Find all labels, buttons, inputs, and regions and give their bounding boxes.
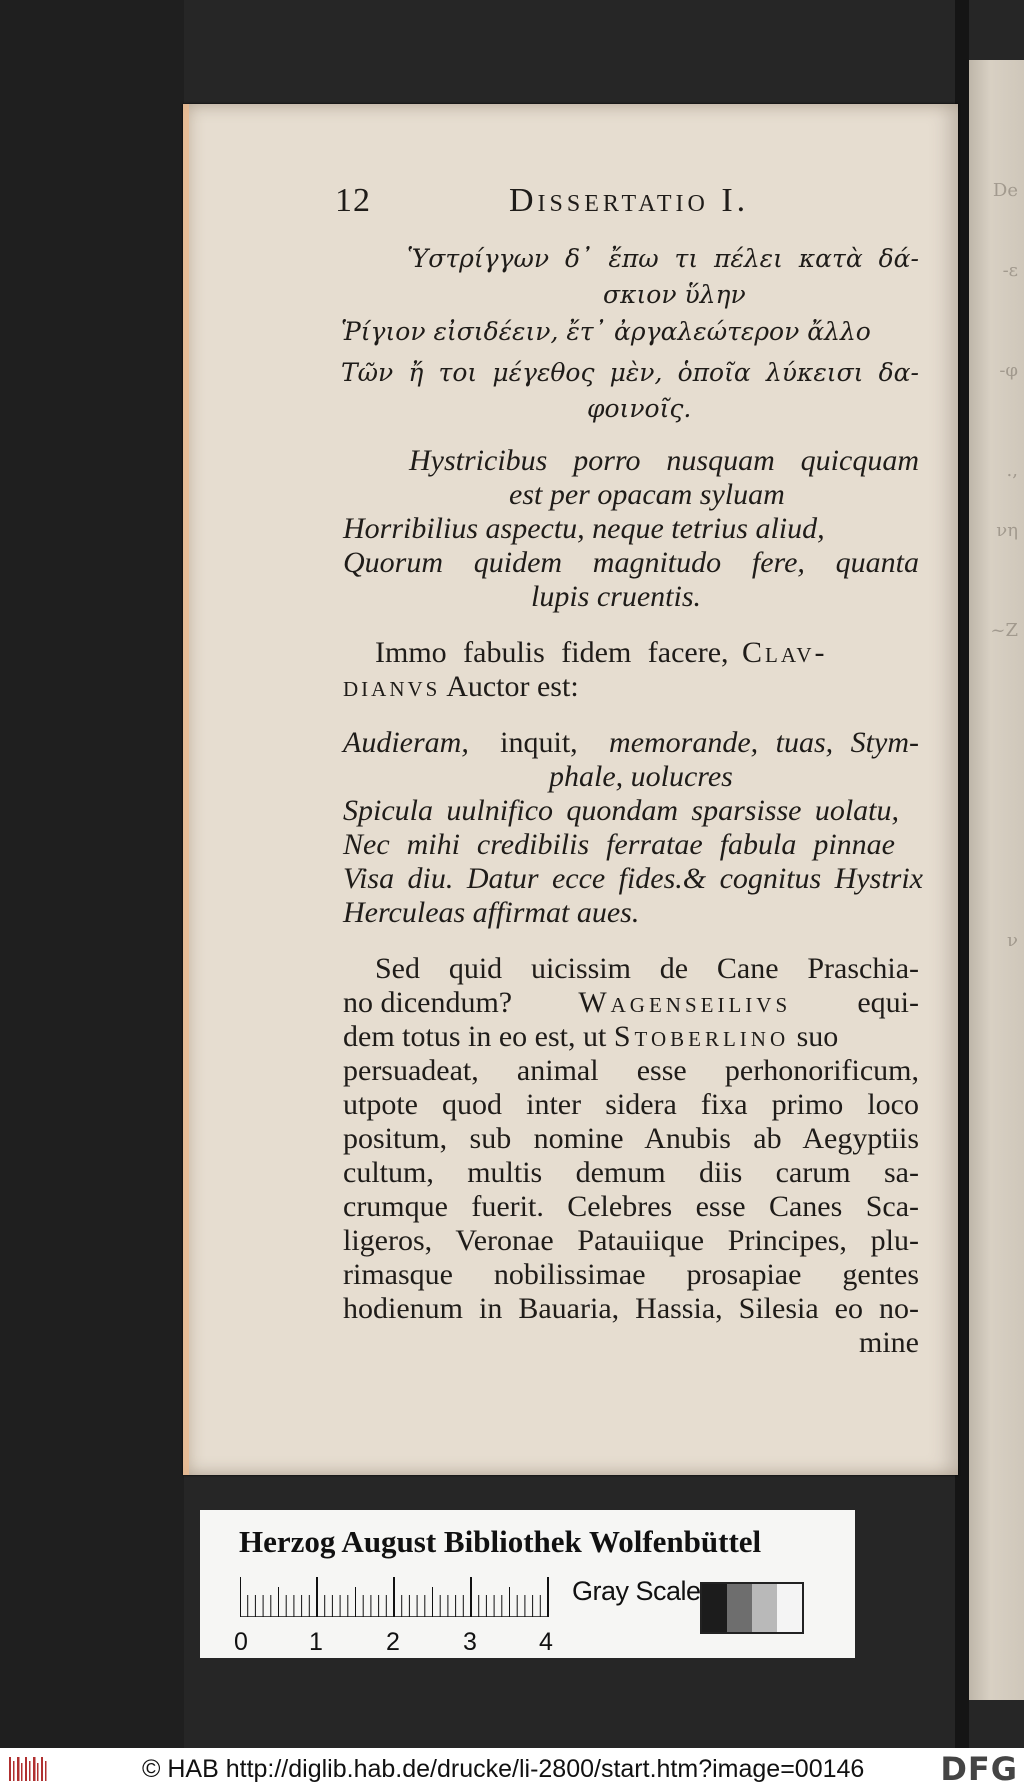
gray-scale-swatches [700,1582,804,1634]
verse-line: Spicula uulnifico quondam sparsisse uolatu, [343,794,899,827]
ruler-number: 1 [309,1628,323,1656]
text-line: utpote quod inter sidera fixa primo loco [343,1088,919,1121]
gray-scale-label: Gray Scale [572,1576,701,1606]
page-edge-color [183,104,189,1475]
verse-line [343,726,919,760]
verse-line: phale, uolucres [549,760,733,793]
text-line [343,670,579,704]
greek-line: Ὑστρίγγων δ᾽ ἔπω τι πέλει κατὰ δά- [407,244,919,273]
footer-bar [0,1748,1024,1789]
hab-barcode-icon [8,1753,48,1785]
author-name: dianvs [343,670,441,703]
verse-line: Hystricibus porro nusquam quicquam [409,444,919,477]
greek-line: Τῶν ἤ τοι μέγεθος μὲν, ὁποῖα λύκεισι δα- [341,358,919,387]
text-run: dem totus in eo est, ut [343,1020,614,1053]
ruler-number: 3 [463,1628,477,1656]
measurement-ruler [240,1577,555,1617]
text-run: equi- [857,986,919,1019]
verse-line: Herculeas affirmat aues. [343,896,640,929]
greek-line: Ῥίγιον εἰσιδέειν, ἔτ᾽ ἀργαλεώτερον ἄλλο [341,317,871,346]
text-line: crumque fuerit. Celebres esse Canes Sca- [343,1190,919,1223]
author-name: Stoberlino [613,1020,790,1053]
text-line: rimasque nobilissimae prosapiae gentes [343,1258,919,1291]
verse-line: Nec mihi credibilis ferratae fabula pinnae [343,828,895,861]
verse-line: est per opacam syluam [509,478,785,511]
page-number: 12 [335,182,371,219]
gray-swatch [702,1584,727,1632]
author-name: Wagenseilivs [578,986,792,1019]
library-name: Herzog August Bibliothek Wolfenbüttel [239,1524,762,1559]
greek-line: φοινοῖς. [587,394,692,423]
verse-word: inquit, [500,726,578,759]
library-color-card [200,1510,855,1658]
citation-link[interactable]: © HAB http://diglib.hab.de/drucke/li-2800/start.htm?image=00146 [142,1755,865,1783]
text-line: cultum, multis demum diis carum sa- [343,1156,919,1189]
text-line: ligeros, Veronae Patauiique Principes, plu- [343,1224,919,1257]
text-line [375,636,827,670]
running-title: Dissertatio I. [509,182,750,219]
gray-swatch [752,1584,777,1632]
text-line: hodienum in Bauaria, Hassia, Silesia eo no- [343,1292,919,1325]
text-run: Immo fabulis fidem facere [375,636,722,669]
ruler-number: 0 [234,1628,248,1656]
text-line [343,986,919,1020]
verse-line: lupis cruentis. [531,580,701,613]
author-name: , Clav- [721,636,828,669]
text-run: Auctor est: [440,670,579,703]
verse-line: Horribilius aspectu, neque tetrius aliud, [343,512,825,545]
text-line: persuadeat, animal esse perhonorificum, [343,1054,919,1087]
greek-line: σκιον ὕλην [603,280,746,309]
verse-word: Audieram, [343,726,469,759]
text-line: positum, sub nomine Anubis ab Aegyptiis [343,1122,919,1155]
catchword: mine [859,1326,919,1359]
text-run: no dicendum? [343,986,513,1019]
background-left [0,0,184,1748]
verse-line: Quorum quidem magnitudo fere, quanta [343,546,919,579]
text-line [343,1020,838,1054]
gray-swatch [727,1584,752,1632]
verse-word: memorande, tuas, Stym- [609,726,919,759]
text-run: suo [789,1020,839,1053]
ruler-number: 4 [539,1628,553,1656]
facing-page-edge: De -ε -φ ., νη ~Z ν [968,60,1024,1700]
verse-line: Visa diu. Datur ecce fides.& cognitus Hystrix [343,862,923,895]
book-page [183,104,958,1475]
dfg-logo: DFG [940,1750,1018,1788]
gray-swatch [777,1584,802,1632]
ruler-number: 2 [386,1628,400,1656]
text-line: Sed quid uicissim de Cane Praschia- [375,952,919,985]
